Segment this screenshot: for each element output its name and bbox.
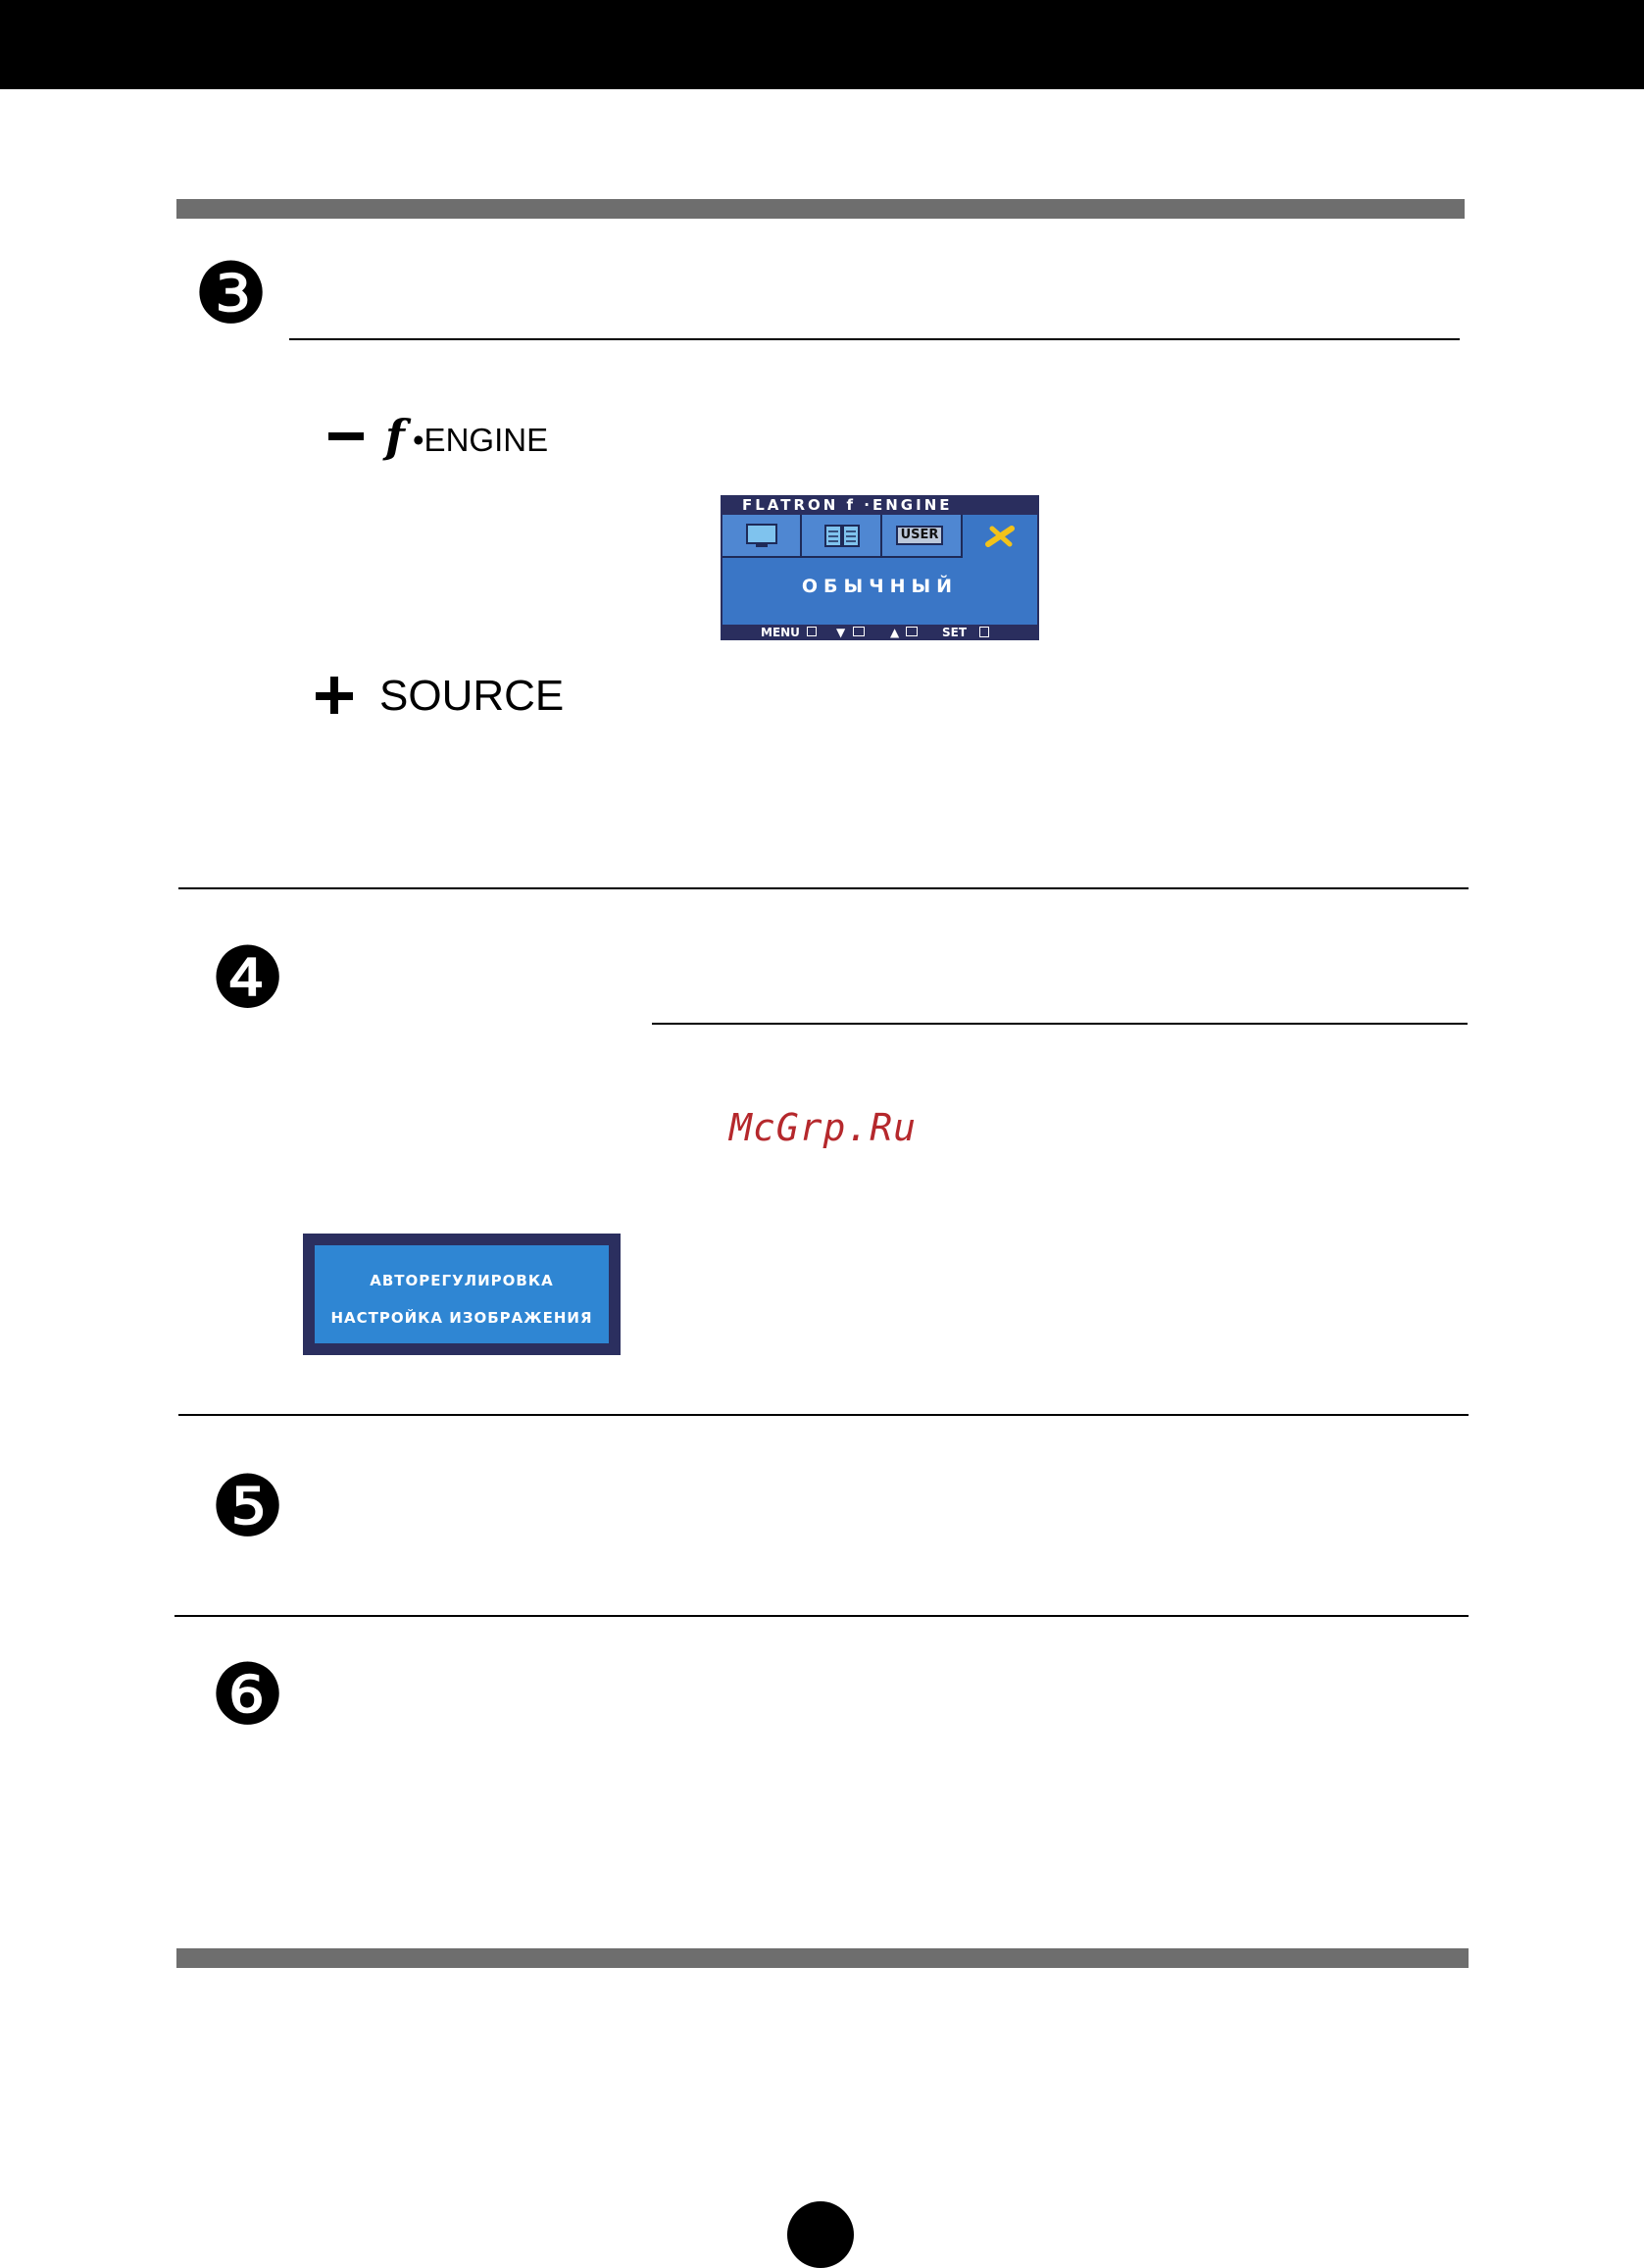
page-number-marker xyxy=(787,2201,854,2268)
fengine-osd-panel xyxy=(721,495,1039,640)
step-3-heading-underline xyxy=(289,338,1460,340)
step-6-number: ❻ xyxy=(210,1646,286,1744)
fengine-label: •ENGINE xyxy=(413,422,549,458)
osd-tab-normal[interactable] xyxy=(963,515,1037,558)
osd-tab-user[interactable] xyxy=(882,515,963,558)
step-5-number: ❺ xyxy=(210,1458,286,1556)
osd-footer-menu: MENU xyxy=(761,626,800,639)
osd-current-mode: ОБЫЧНЫЙ xyxy=(801,576,959,597)
plus-icon xyxy=(316,677,355,716)
fengine-f-glyph: f xyxy=(385,410,405,463)
osd-tab-movie[interactable] xyxy=(722,515,802,558)
step-4-heading-underline xyxy=(652,1023,1468,1025)
divider-3-4 xyxy=(178,887,1469,889)
source-label: SOURCE xyxy=(379,672,565,720)
divider-4-5 xyxy=(178,1414,1469,1416)
auto-adjust-line-2: НАСТРОЙКА ИЗОБРАЖЕНИЯ xyxy=(330,1309,593,1327)
osd-footer xyxy=(721,625,1039,640)
watermark: McGrp.Ru xyxy=(729,1106,918,1149)
osd-footer-up: ▲ xyxy=(890,626,900,639)
section-top-rule xyxy=(176,199,1465,219)
auto-adjust-line-1: АВТОРЕГУЛИРОВКА xyxy=(370,1272,554,1289)
normal-mode-icon xyxy=(984,523,1018,550)
osd-tab-text[interactable] xyxy=(802,515,882,558)
step-4-number: ❹ xyxy=(210,930,286,1028)
user-tab-label: USER xyxy=(896,526,943,545)
up-key-icon xyxy=(906,627,918,636)
menu-key-icon xyxy=(807,627,817,636)
osd-footer-set: SET xyxy=(942,626,968,639)
book-icon xyxy=(823,523,861,550)
auto-adjust-osd xyxy=(303,1234,621,1355)
osd-footer-down: ▼ xyxy=(836,626,846,639)
down-key-icon xyxy=(853,627,865,636)
osd-title: FLATRON f ·ENGINE xyxy=(742,496,953,514)
osd-body xyxy=(722,515,1037,625)
auto-adjust-osd-inner xyxy=(315,1245,609,1343)
section-bottom-rule xyxy=(176,1948,1469,1968)
page-header-band xyxy=(0,0,1644,89)
set-key-icon xyxy=(979,627,989,637)
step-3-number: ❸ xyxy=(193,245,270,343)
minus-icon xyxy=(328,432,364,440)
divider-5-6 xyxy=(174,1615,1469,1617)
monitor-icon xyxy=(744,523,779,550)
